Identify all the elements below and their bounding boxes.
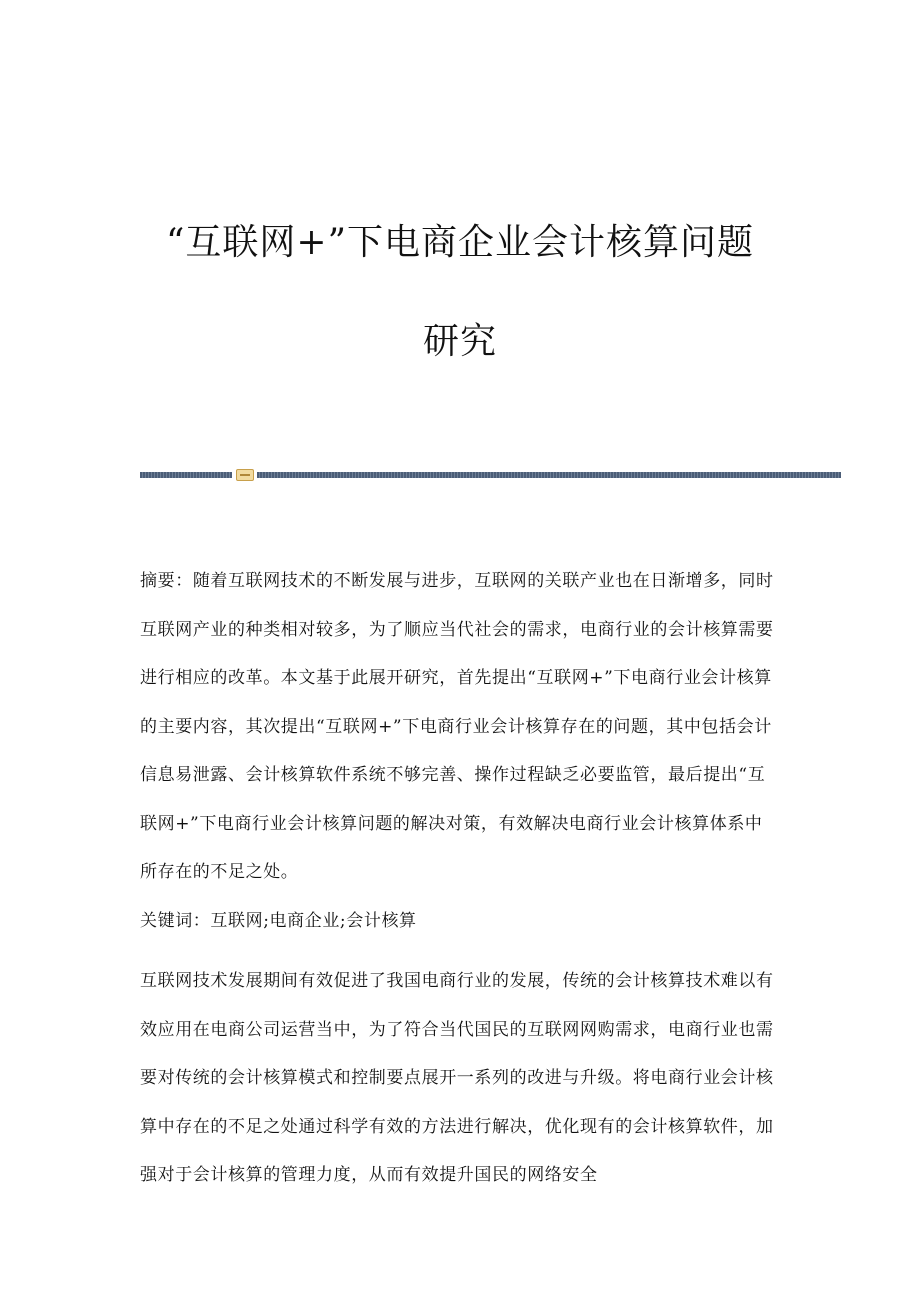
abstract-label: 摘要：	[140, 571, 193, 591]
page-title-continued: 研究	[422, 321, 497, 362]
intro-paragraph	[140, 957, 780, 1200]
title-divider	[140, 469, 841, 481]
divider-bar-right	[257, 472, 841, 478]
keywords-paragraph	[140, 897, 780, 946]
divider-bar-left	[140, 472, 232, 478]
keywords-text: 互联网;电商企业;会计核算	[210, 911, 417, 931]
page-title: “互联网+”下电商企业会计核算问题	[166, 222, 754, 263]
divider-ornament-icon	[236, 469, 254, 481]
abstract-paragraph	[140, 557, 780, 897]
abstract-text: 随着互联网技术的不断发展与进步，互联网的关联产业也在日渐增多，同时互联网产业的种类相对较多，为了顺应当代社会的需求，电商行业的会计核算需要进行相应的改革。本文基于此展开研究，首先提出“互联网+”下电商行业会计核算的主要内容，其次提出“互联网+”下电商行业会计核算存在的问题，其中包括会计信息易泄露、会计核算软件系统不够完善、操作过程缺乏必要监管，最后提出“互联网+”下电商行业会计核算问题的解决对策，有效解决电商行业会计核算体系中所存在的不足之处。	[140, 571, 774, 882]
intro-text: 互联网技术发展期间有效促进了我国电商行业的发展，传统的会计核算技术难以有效应用在电商公司运营当中，为了符合当代国民的互联网网购需求，电商行业也需要对传统的会计核算模式和控制要点展开一系列的改进与升级。将电商行业会计核算中存在的不足之处通过科学有效的方法进行解决，优化现有的会计核算软件，加强对于会计核算的管理力度，从而有效提升国民的网络安全	[140, 971, 774, 1185]
keywords-label: 关键词：	[140, 911, 211, 931]
